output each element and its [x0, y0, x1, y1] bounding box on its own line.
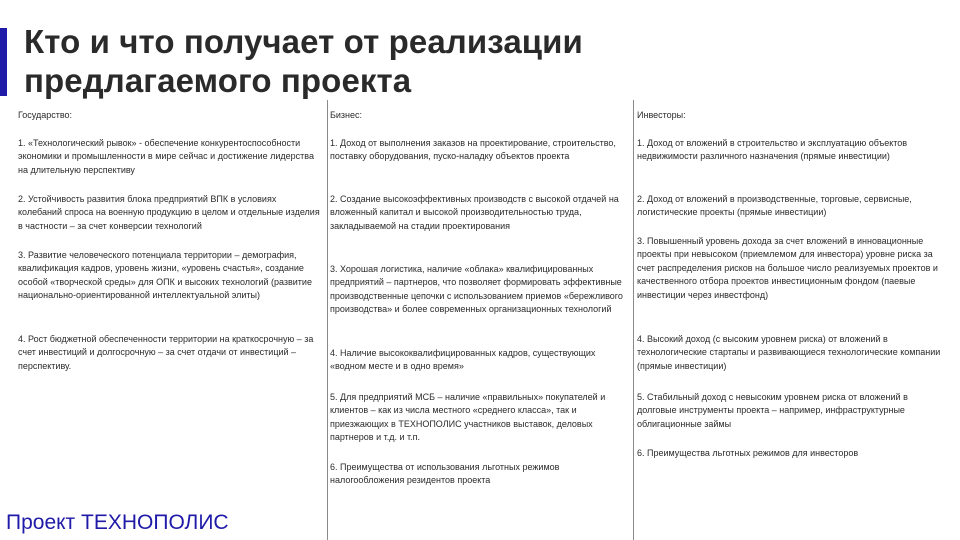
business-item-5: 5. Для предприятий МСБ – наличие «правильных» покупателей и клиентов – как из числа местного «среднего класса», так и приезжающих в ТЕХНОПОЛИС участников выставок, деловых партнеров и т.д. и т.п. — [330, 392, 606, 443]
project-footer-label: Проект ТЕХНОПОЛИС — [6, 510, 233, 536]
page-title: Кто и что получает от реализации предлагаемого проекта — [24, 23, 583, 99]
state-item-1: 1. «Технологический рывок» - обеспечение конкурентоспособности экономики и промышленности в мире сейчас и достижение лидерства на длительную перспективу — [18, 138, 314, 175]
state-item-2: 2. Устойчивость развития блока предприятий ВПК в условиях колебаний спроса на военную продукцию в целом и отдельные изделия в частности – за счет конверсии технологий — [18, 194, 320, 231]
state-item-4: 4. Рост бюджетной обеспеченности территории на краткосрочную – за счет инвестиций и долгосрочную – за счет отдачи от инвестиций – перспективу. — [18, 334, 314, 371]
column-business — [327, 100, 633, 540]
column-header-state: Государство: — [18, 110, 73, 120]
investors-item-4: 4. Высокий доход (с высоким уровнем риска) от вложений в технологические стартапы и развивающиеся технологические компании (прямые инвестиции) — [637, 334, 941, 371]
business-item-6: 6. Преимущества от использования льготных режимов налогообложения резидентов проекта — [330, 462, 560, 486]
investors-item-6: 6. Преимущества льготных режимов для инвесторов — [637, 448, 859, 458]
investors-item-3: 3. Повышенный уровень дохода за счет вложений в инновационные проекты при невысоком (приемлемом для инвестора) уровне риска за счет распределения рисков на большое число реализуемых проектов и качественного отбора проектов инвестиционным фондом (паевые инвестиции через инвестфонд) — [637, 236, 938, 300]
column-header-investors: Инвесторы: — [637, 110, 686, 120]
business-item-1: 1. Доход от выполнения заказов на проектирование, строительство, поставку оборудования, пуско-наладку объектов проекта — [330, 138, 616, 162]
business-item-4: 4. Наличие высококвалифицированных кадров, существующих «водном месте и в одно время» — [330, 348, 596, 372]
title-accent-bar — [0, 28, 7, 96]
investors-item-2: 2. Доход от вложений в производственные, торговые, сервисные, логистические проекты (прямые инвестиции) — [637, 194, 912, 218]
column-investors — [633, 100, 944, 540]
business-item-2: 2. Создание высокоэффективных производств с высокой отдачей на вложенный капитал и высокой производительностью труда, закладываемой на стадии проектирования — [330, 194, 619, 231]
column-state — [18, 100, 322, 540]
state-item-3: 3. Развитие человеческого потенциала территории – демография, квалификация кадров, уровень жизни, «уровень счастья», создание особой «творческой среды» для ОПК и высоких технологий (развитие национально-ориентированной интеллектуальной элиты) — [18, 250, 312, 301]
business-item-3: 3. Хорошая логистика, наличие «облака» квалифицированных предприятий – партнеров, что позволяет формировать эффективные производственные цепочки с использованием приемов «бережливого производства» и более современных организационных технологий — [330, 264, 623, 315]
beneficiaries-columns — [18, 100, 942, 540]
column-header-business: Бизнес: — [330, 110, 363, 120]
investors-item-5: 5. Стабильный доход с невысоким уровнем риска от вложений в долговые инструменты проекта – например, инфраструктурные облигационные займы — [637, 392, 908, 429]
investors-item-1: 1. Доход от вложений в строительство и эксплуатацию объектов недвижимости различного назначения (прямые инвестиции) — [637, 138, 908, 162]
